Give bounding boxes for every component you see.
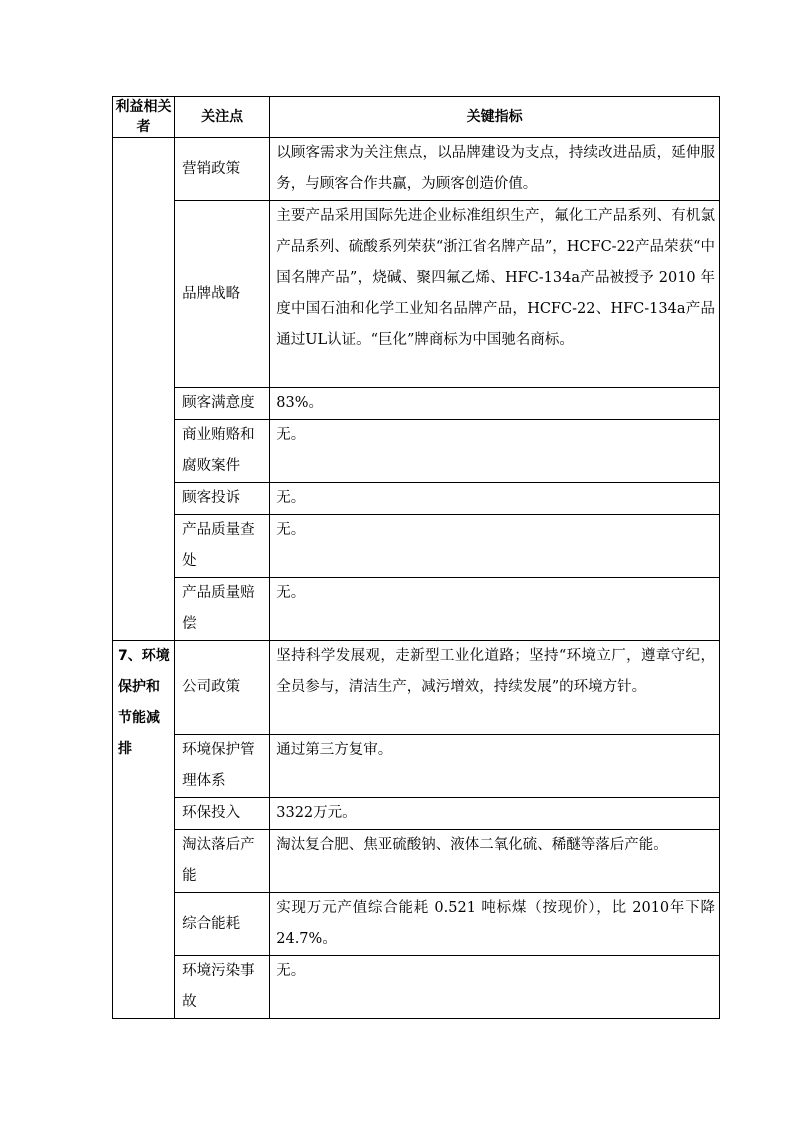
table-row [113,138,720,201]
indicator-cell: 无。 [270,578,720,641]
table-row [113,420,720,483]
table-row [113,388,720,420]
table-row [113,578,720,641]
focus-cell: 产品质量查处 [175,515,270,578]
table-row [113,893,720,956]
table-row [113,798,720,830]
stakeholder-cell [113,138,175,641]
focus-cell: 公司政策 [175,641,270,735]
indicator-cell: 无。 [270,956,720,1019]
focus-cell: 综合能耗 [175,893,270,956]
table-row [113,956,720,1019]
table-row [113,735,720,798]
focus-cell: 环保投入 [175,798,270,830]
indicator-cell: 坚持科学发展观，走新型工业化道路；坚持“环境立厂，遵章守纪，全员参与，清洁生产，减污增效，持续发展”的环境方针。 [270,641,720,735]
header-focus: 关注点 [175,97,270,138]
table-row [113,201,720,388]
indicator-cell: 无。 [270,420,720,483]
focus-cell: 环境污染事故 [175,956,270,1019]
table-row [113,830,720,893]
header-stakeholder: 利益相关者 [113,97,175,138]
indicator-cell: 淘汰复合肥、焦亚硫酸钠、液体二氧化硫、稀醚等落后产能。 [270,830,720,893]
indicator-cell: 无。 [270,515,720,578]
header-indicator: 关键指标 [270,97,720,138]
table-row [113,483,720,515]
table-header-row [113,97,720,138]
indicator-cell: 主要产品采用国际先进企业标准组织生产，氟化工产品系列、有机氯产品系列、硫酸系列荣获“浙江省名牌产品”，HCFC-22产品荣获“中国名牌产品”，烧碱、聚四氟乙烯、HFC-134a产品被授予 2010 年度中国石油和化学工业知名品牌产品，HCFC-22、HFC-134a产品通过UL认证。“巨化”牌商标为中国驰名商标。 [270,201,720,388]
indicator-cell: 以顾客需求为关注焦点，以品牌建设为支点，持续改进品质，延伸服务，与顾客合作共赢，为顾客创造价值。 [270,138,720,201]
focus-cell: 商业贿赂和腐败案件 [175,420,270,483]
stakeholder-table [112,96,720,1019]
focus-cell: 顾客满意度 [175,388,270,420]
focus-cell: 产品质量赔偿 [175,578,270,641]
focus-cell: 顾客投诉 [175,483,270,515]
indicator-cell: 无。 [270,483,720,515]
indicator-cell: 83%。 [270,388,720,420]
focus-cell: 淘汰落后产能 [175,830,270,893]
focus-cell: 品牌战略 [175,201,270,388]
indicator-cell: 实现万元产值综合能耗 0.521 吨标煤（按现价），比 2010年下降 24.7%。 [270,893,720,956]
indicator-cell: 3322万元。 [270,798,720,830]
focus-cell: 环境保护管理体系 [175,735,270,798]
table-row [113,641,720,735]
indicator-cell: 通过第三方复审。 [270,735,720,798]
table-row [113,515,720,578]
stakeholder-cell: 7、环境保护和节能减排 [113,641,175,1019]
focus-cell: 营销政策 [175,138,270,201]
